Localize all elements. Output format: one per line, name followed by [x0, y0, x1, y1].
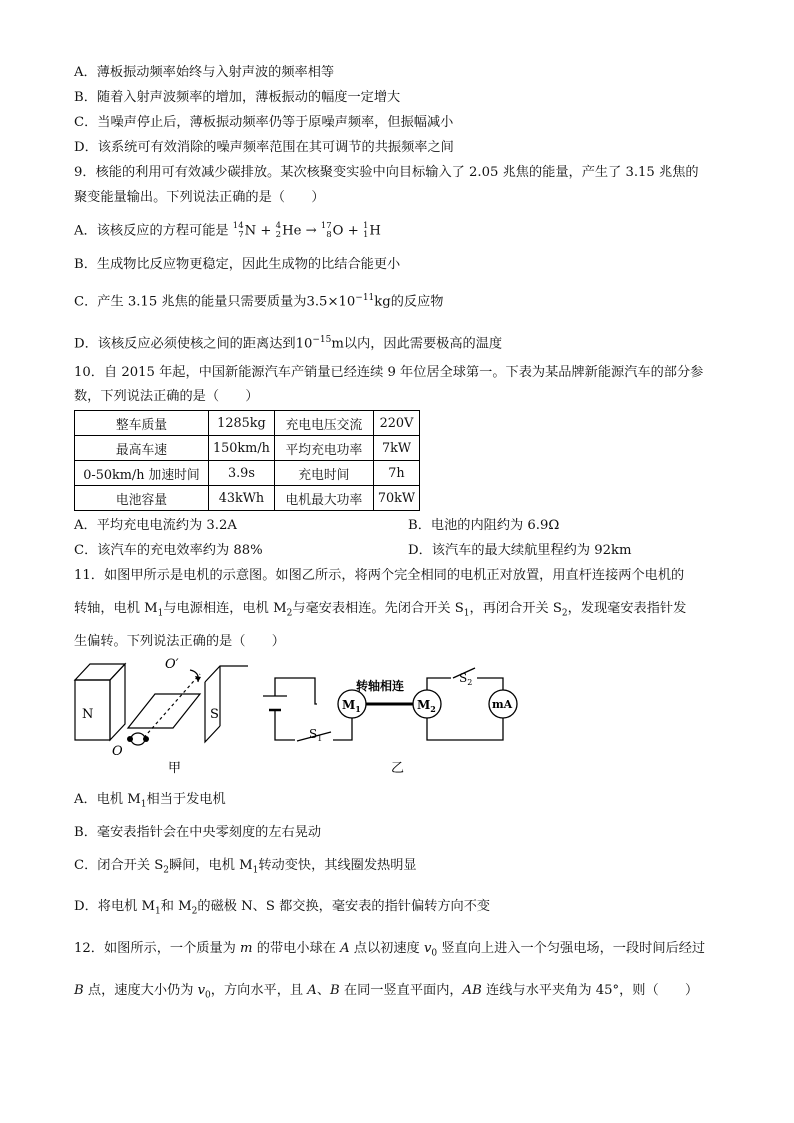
q11-stem-line1: 11．如图甲所示是电机的示意图。如图乙所示，将两个完全相同的电机正对放置，用直杆连接两个电机的: [74, 568, 685, 583]
m1-label: $M_1$: [342, 698, 361, 714]
figure-jia-motor-diagram: [70, 652, 250, 777]
q9-stem-line2: 聚变能量输出。下列说法正确的是（ ）: [74, 190, 325, 205]
magnet-s-label: S: [210, 707, 219, 722]
q9-option-c: C．产生 3.15 兆焦的能量只需要质量为$3.5\times 10^{-11}kg$的反应物: [74, 293, 444, 310]
q10-option-c: C．该汽车的充电效率约为 88%: [74, 543, 263, 558]
q10-option-d: D．该汽车的最大续航里程约为 92km: [408, 543, 632, 558]
car-spec-table: [74, 410, 420, 511]
figure-yi-caption: 乙: [391, 761, 405, 776]
s2-label: $S_2$: [459, 671, 473, 687]
figure-yi-circuit-diagram: [255, 658, 525, 778]
q8-option-c: C．当噪声停止后，薄板振动频率仍等于原噪声频率，但振幅减小: [74, 115, 454, 130]
q11-stem-line2: 转轴，电机 $M_1$与电源相连，电机 $M_2$与毫安表相连。先闭合开关 $S_1$，再闭合开关 $S_2$，发现毫安表指针发: [74, 601, 687, 619]
q10-option-a: A．平均充电电流约为 3.2A: [74, 518, 237, 533]
q11-option-c: C．闭合开关 $S_2$瞬间，电机 $M_1$转动变快，其线圈发热明显: [74, 858, 417, 876]
table-row: 整车质量 1285kg 充电电压交流 220V: [75, 411, 420, 436]
q9-stem-line1: 9．核能的利用可有效减少碳排放。某次核聚变实验中向目标输入了 2.05 兆焦的能量，产生了 3.15 兆焦的: [74, 165, 699, 180]
q8-option-b: B．随着入射声波频率的增加，薄板振动的幅度一定增大: [74, 90, 401, 105]
milliammeter-label: mA: [492, 698, 513, 711]
shaft-connected-label: 转轴相连: [356, 679, 405, 693]
table-row: 0-50km/h 加速时间 3.9s 充电时间 7h: [75, 461, 420, 486]
h-nuclide-prescript: 1 1: [362, 221, 369, 240]
table-row: 最高车速 150km/h 平均充电功率 7kW: [75, 436, 420, 461]
axis-o-label: O: [112, 744, 123, 759]
q12-stem-line1: 12．如图所示，一个质量为 m 的带电小球在 A 点以初速度 $v_0$ 竖直向上进入一个匀强电场，一段时间后经过: [74, 941, 706, 959]
q9-option-a: A．该核反应的方程可能是 14 7 N + 4 2 He → 17 8 O + 1 1 H: [74, 221, 381, 240]
q8-option-d: D．该系统可有效消除的噪声频率范围在其可调节的共振频率之间: [74, 140, 454, 155]
q12-stem-line2: B 点，速度大小仍为 $v_0$，方向水平，且 A、B 在同一竖直平面内，AB 连线与水平夹角为 45°，则（ ）: [74, 983, 699, 1001]
q11-option-a: A．电机 $M_1$相当于发电机: [74, 792, 226, 810]
he-nuclide-prescript: 4 2: [275, 221, 282, 240]
q8-option-a: A．薄板振动频率始终与入射声波的频率相等: [74, 65, 335, 80]
axis-o-prime-label: O′: [165, 657, 179, 672]
q9-option-d: D．该核反应必须使核之间的距离达到$10^{-15}m$以内，因此需要极高的温度: [74, 335, 503, 352]
q10-stem-line2: 数，下列说法正确的是（ ）: [74, 389, 259, 404]
magnet-n-label: N: [82, 707, 94, 722]
q10-option-b: B．电池的内阻约为 6.9Ω: [408, 518, 560, 533]
q11-option-b: B．毫安表指针会在中央零刻度的左右晃动: [74, 825, 322, 840]
q11-stem-line3: 生偏转。下列说法正确的是（ ）: [74, 634, 285, 649]
m2-label: $M_2$: [417, 698, 436, 714]
figure-jia-caption: 甲: [168, 761, 182, 776]
q10-stem-line1: 10．自 2015 年起，中国新能源汽车产销量已经连续 9 年位居全球第一。下表为某品牌新能源汽车的部分参: [74, 365, 704, 380]
o-nuclide-prescript: 17 8: [320, 221, 332, 240]
s1-label: $S_1$: [309, 727, 323, 743]
n-nuclide-prescript: 14 7: [232, 221, 244, 240]
q9-option-b: B．生成物比反应物更稳定，因此生成物的比结合能更小: [74, 257, 401, 272]
table-row: 电池容量 43kWh 电机最大功率 70kW: [75, 486, 420, 511]
q11-option-d: D．将电机 $M_1$和 $M_2$的磁极 N、S 都交换，毫安表的指针偏转方向不变: [74, 899, 491, 917]
